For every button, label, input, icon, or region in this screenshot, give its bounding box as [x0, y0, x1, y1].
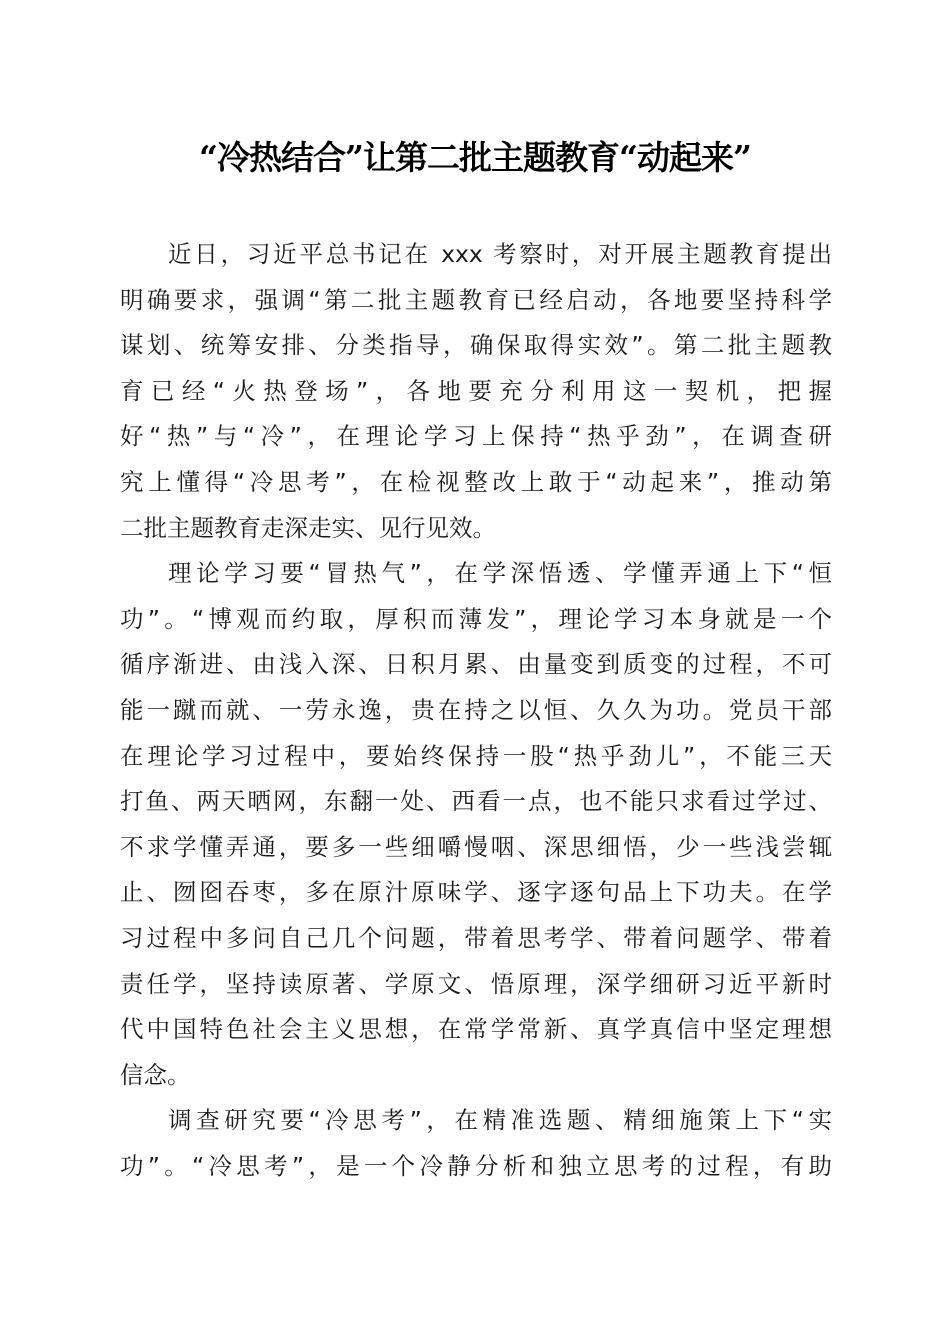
text-line: 明确要求，强调“第二批主题教育已经启动，各地要坚持科学	[120, 285, 832, 314]
document-body	[120, 232, 832, 1189]
text-line: 好“热”与“冷”，在理论学习上保持“热乎劲”，在调查研	[120, 422, 832, 451]
text-line: 功”。“博观而约取，厚积而薄发”，理论学习本身就是一个	[120, 604, 832, 633]
text-line: 二批主题教育走深走实、见行见效。	[120, 513, 496, 542]
text-line: 近日，习近平总书记在 xxx 考察时，对开展主题教育提出	[168, 240, 832, 268]
text-line: 育已经“火热登场”，各地要充分利用这一契机，把握	[120, 376, 832, 405]
text-line: 信念。	[120, 1060, 191, 1089]
text-line: 打鱼、两天晒网，东翻一处、西看一点，也不能只求看过学过、	[120, 787, 832, 816]
text-line: 止、囫囵吞枣，多在原汁原味学、逐字逐句品上下功夫。在学	[120, 878, 832, 907]
text-line: 究上懂得“冷思考”，在检视整改上敢于“动起来”，推动第	[120, 467, 832, 496]
paragraph-1	[120, 232, 832, 551]
text-line: 代中国特色社会主义思想，在常学常新、真学真信中坚定理想	[120, 1015, 832, 1044]
text-line: 理论学习要“冒热气”，在学深悟透、学懂弄通上下“恒	[168, 559, 832, 588]
paragraph-2	[120, 551, 832, 1098]
paragraph-3	[120, 1098, 832, 1189]
text-line: 调查研究要“冷思考”，在精准选题、精细施策上下“实	[168, 1106, 832, 1135]
text-line: 谋划、统筹安排、分类指导，确保取得实效”。第二批主题教	[120, 331, 832, 360]
text-line: 循序渐进、由浅入深、日积月累、由量变到质变的过程，不可	[120, 650, 832, 679]
text-line: 责任学，坚持读原著、学原文、悟原理，深学细研习近平新时	[120, 969, 832, 998]
document-title: “冷热结合”让第二批主题教育“动起来”	[199, 138, 751, 177]
text-line: 在理论学习过程中，要始终保持一股“热乎劲儿”，不能三天	[120, 741, 832, 770]
text-line: 功”。“冷思考”，是一个冷静分析和独立思考的过程，有助	[120, 1151, 832, 1180]
text-line: 不求学懂弄通，要多一些细嚼慢咽、深思细悟，少一些浅尝辄	[120, 832, 832, 861]
text-line: 习过程中多问自己几个问题，带着思考学、带着问题学、带着	[120, 923, 832, 952]
text-line: 能一蹴而就、一劳永逸，贵在持之以恒、久久为功。党员干部	[120, 695, 832, 724]
